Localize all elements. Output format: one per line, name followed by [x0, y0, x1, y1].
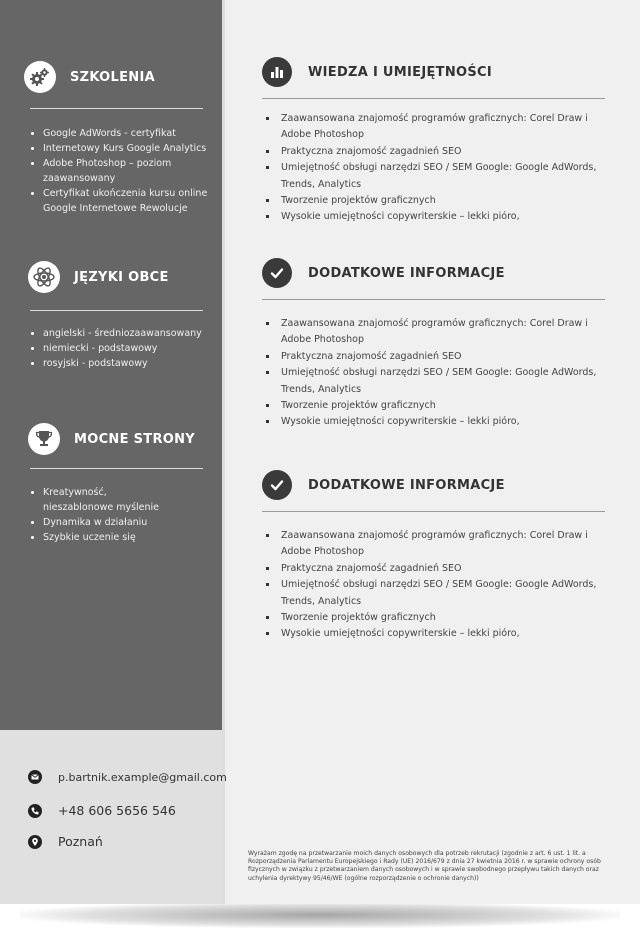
list-item: Adobe Photoshop – poziom zaawansowany	[30, 156, 208, 186]
list-item: Zaawansowana znajomość programów graficznych: Corel Draw i Adobe Photoshop	[264, 528, 606, 561]
contact-panel	[0, 730, 227, 904]
atom-icon	[28, 261, 60, 293]
sidebar-section-title: JĘZYKI OBCE	[74, 269, 169, 285]
section-divider	[262, 98, 605, 99]
list-item: Zaawansowana znajomość programów graficznych: Corel Draw i Adobe Photoshop	[264, 316, 606, 349]
page-shadow	[20, 902, 620, 928]
main-section-header	[262, 257, 505, 289]
list-item: Wysokie umiejętności copywriterskie – lekki pióro,	[264, 414, 606, 430]
sidebar	[0, 0, 222, 730]
trophy-icon	[28, 423, 60, 455]
list-item: Tworzenie projektów graficznych	[264, 193, 606, 209]
phone-text: +48 606 5656 546	[58, 803, 176, 818]
envelope-icon	[28, 770, 42, 784]
section-divider	[30, 468, 203, 469]
sidebar-section-header	[28, 260, 169, 294]
list-item: Szybkie uczenie się	[30, 530, 208, 545]
list-item: Google AdWords - certyfikat	[30, 126, 208, 141]
sidebar-section-title: SZKOLENIA	[70, 69, 155, 85]
data-consent-clause: Wyrażam zgodę na przetwarzanie moich danych osobowych dla potrzeb rekrutacji (zgodnie z art. 6 ust. 1 lit. a Rozporządzenia Parlamentu Europejskiego i Rady (UE) 2016/679 z dnia 27 kwietnia 2016 r. w sprawie ochrony osób fizycznych w związku z przetwarzaniem danych osobowych i w sprawie swobodnego przepływu takich danych oraz uchylenia dyrektywy 95/46/WE (ogólne rozporządzenie o ochronie danych))	[248, 850, 601, 882]
list-item: Zaawansowana znajomość programów graficznych: Corel Draw i Adobe Photoshop	[264, 111, 606, 144]
bar-chart-icon	[262, 57, 292, 87]
additional-list-1	[264, 316, 606, 431]
training-list	[30, 126, 208, 216]
section-divider	[30, 108, 203, 109]
sidebar-section-title: MOCNE STRONY	[74, 431, 195, 447]
list-item: Umiejętność obsługi narzędzi SEO / SEM Google: Google AdWords, Trends, Analytics	[264, 577, 606, 610]
list-item: Certyfikat ukończenia kursu online Google Internetowe Rewolucje	[30, 186, 208, 216]
location-pin-icon	[28, 835, 42, 849]
list-item: Wysokie umiejętności copywriterskie – lekki pióro,	[264, 626, 606, 642]
list-item: niemiecki - podstawowy	[30, 341, 208, 356]
section-divider	[262, 299, 605, 300]
gears-icon	[24, 61, 56, 93]
list-item: Wysokie umiejętności copywriterskie – lekki pióro,	[264, 209, 606, 225]
list-item: Tworzenie projektów graficznych	[264, 610, 606, 626]
section-divider	[30, 310, 203, 311]
list-item: angielski - średniozaawansowany	[30, 326, 208, 341]
list-item: Tworzenie projektów graficznych	[264, 398, 606, 414]
main-section-header	[262, 469, 505, 501]
email-text: p.bartnik.example@gmail.com	[58, 770, 227, 784]
additional-list-2	[264, 528, 606, 643]
contact-phone	[28, 803, 176, 818]
column-divider	[222, 0, 225, 904]
list-item: Praktyczna znajomość zagadnień SEO	[264, 349, 606, 365]
languages-list	[30, 326, 208, 371]
list-item: Dynamika w działaniu	[30, 515, 208, 530]
list-item: Umiejętność obsługi narzędzi SEO / SEM Google: Google AdWords, Trends, Analytics	[264, 365, 606, 398]
checkmark-icon	[262, 258, 292, 288]
list-item: rosyjski - podstawowy	[30, 356, 208, 371]
main-section-title: DODATKOWE INFORMACJE	[308, 477, 505, 493]
sidebar-section-header	[24, 60, 155, 94]
checkmark-icon	[262, 470, 292, 500]
list-item: Kreatywność, nieszablonowe myślenie	[30, 485, 173, 515]
city-text: Poznań	[58, 834, 103, 849]
list-item: Umiejętność obsługi narzędzi SEO / SEM Google: Google AdWords, Trends, Analytics	[264, 160, 606, 193]
main-section-header	[262, 56, 492, 88]
list-item: Praktyczna znajomość zagadnień SEO	[264, 561, 606, 577]
list-item: Internetowy Kurs Google Analytics	[30, 141, 208, 156]
contact-email	[28, 770, 227, 784]
skills-list	[264, 111, 606, 226]
strengths-list	[30, 485, 208, 545]
phone-icon	[28, 804, 42, 818]
main-section-title: DODATKOWE INFORMACJE	[308, 265, 505, 281]
list-item: Praktyczna znajomość zagadnień SEO	[264, 144, 606, 160]
sidebar-section-header	[28, 422, 195, 456]
section-divider	[262, 511, 605, 512]
main-section-title: WIEDZA I UMIEJĘTNOŚCI	[308, 64, 492, 80]
contact-location	[28, 834, 103, 849]
